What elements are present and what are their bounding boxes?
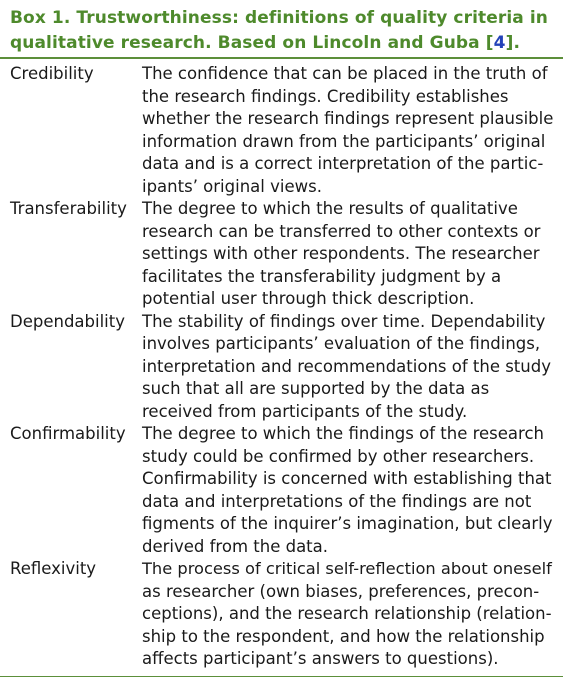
- definition-row-credibility: [0, 63, 563, 198]
- definition-row-confirmability: [0, 423, 563, 558]
- definition-line: affects participant’s answers to questions).: [142, 649, 499, 668]
- box-title-line-2-suffix: ].: [505, 33, 521, 53]
- bottom-divider: [0, 676, 563, 677]
- term-label: Transferability: [10, 199, 127, 218]
- reference-link[interactable]: 4: [493, 33, 506, 53]
- definition-line: the research findings. Credibility establishes: [142, 86, 509, 106]
- definition-line: derived from the data.: [142, 536, 329, 556]
- definition-line: settings with other respondents. The researcher: [142, 244, 540, 263]
- definition-line: data and interpretations of the findings are not: [142, 491, 532, 511]
- definition-line: ipants’ original views.: [142, 176, 322, 196]
- definitions-table: [0, 63, 563, 671]
- definition-text: [142, 198, 557, 311]
- definition-line: facilitates the transferability judgment by a: [142, 266, 502, 286]
- box-title-line-1: Box 1. Trustworthiness: definitions of quality criteria in: [10, 8, 549, 28]
- definition-row-dependability: [0, 311, 563, 424]
- definition-line: ship to the respondent, and how the relationship: [142, 626, 545, 646]
- box-title-line-2-prefix: qualitative research. Based on Lincoln and Guba [: [10, 33, 494, 53]
- definition-line: received from participants of the study.: [142, 401, 468, 421]
- definition-line: The degree to which the results of qualitative: [142, 199, 518, 218]
- definition-text: [142, 423, 557, 558]
- definition-line: such that all are supported by the data as: [142, 379, 490, 398]
- definition-line: Confirmability is concerned with establishing that: [142, 469, 552, 488]
- definition-text: [142, 63, 557, 198]
- definition-text: [142, 311, 557, 424]
- definition-line: potential user through thick description.: [142, 289, 475, 308]
- definition-line: study could be confirmed by other researchers.: [142, 446, 535, 466]
- definition-line: The stability of findings over time. Dependability: [142, 311, 546, 331]
- definition-line: as researcher (own biases, preferences, precon-: [142, 581, 540, 601]
- term-label: Dependability: [10, 311, 125, 331]
- definition-line: research can be transferred to other contexts or: [142, 221, 541, 241]
- definition-line: The process of critical self-reflection about oneself: [142, 559, 552, 578]
- definition-line: information drawn from the participants’ original: [142, 131, 546, 151]
- box-title: [10, 6, 555, 56]
- definition-text: [142, 558, 557, 671]
- term-label: Credibility: [10, 64, 94, 83]
- term-label: Confirmability: [10, 424, 126, 443]
- definition-line: whether the research findings represent plausible: [142, 109, 554, 128]
- definition-line: ceptions), and the research relationship (relation-: [142, 604, 552, 623]
- definition-line: interpretation and recommendations of the study: [142, 356, 551, 376]
- title-divider: [0, 57, 563, 59]
- definition-row-reflexivity: [0, 558, 563, 671]
- term-label: Reflexivity: [10, 559, 97, 578]
- definition-line: data and is a correct interpretation of the partic-: [142, 154, 544, 173]
- definition-row-transferability: [0, 198, 563, 311]
- definition-line: involves participants’ evaluation of the findings,: [142, 334, 541, 353]
- definition-line: The confidence that can be placed in the truth of: [142, 64, 548, 83]
- definition-line: figments of the inquirer’s imagination, but clearly: [142, 514, 553, 533]
- definition-line: The degree to which the findings of the research: [142, 424, 544, 443]
